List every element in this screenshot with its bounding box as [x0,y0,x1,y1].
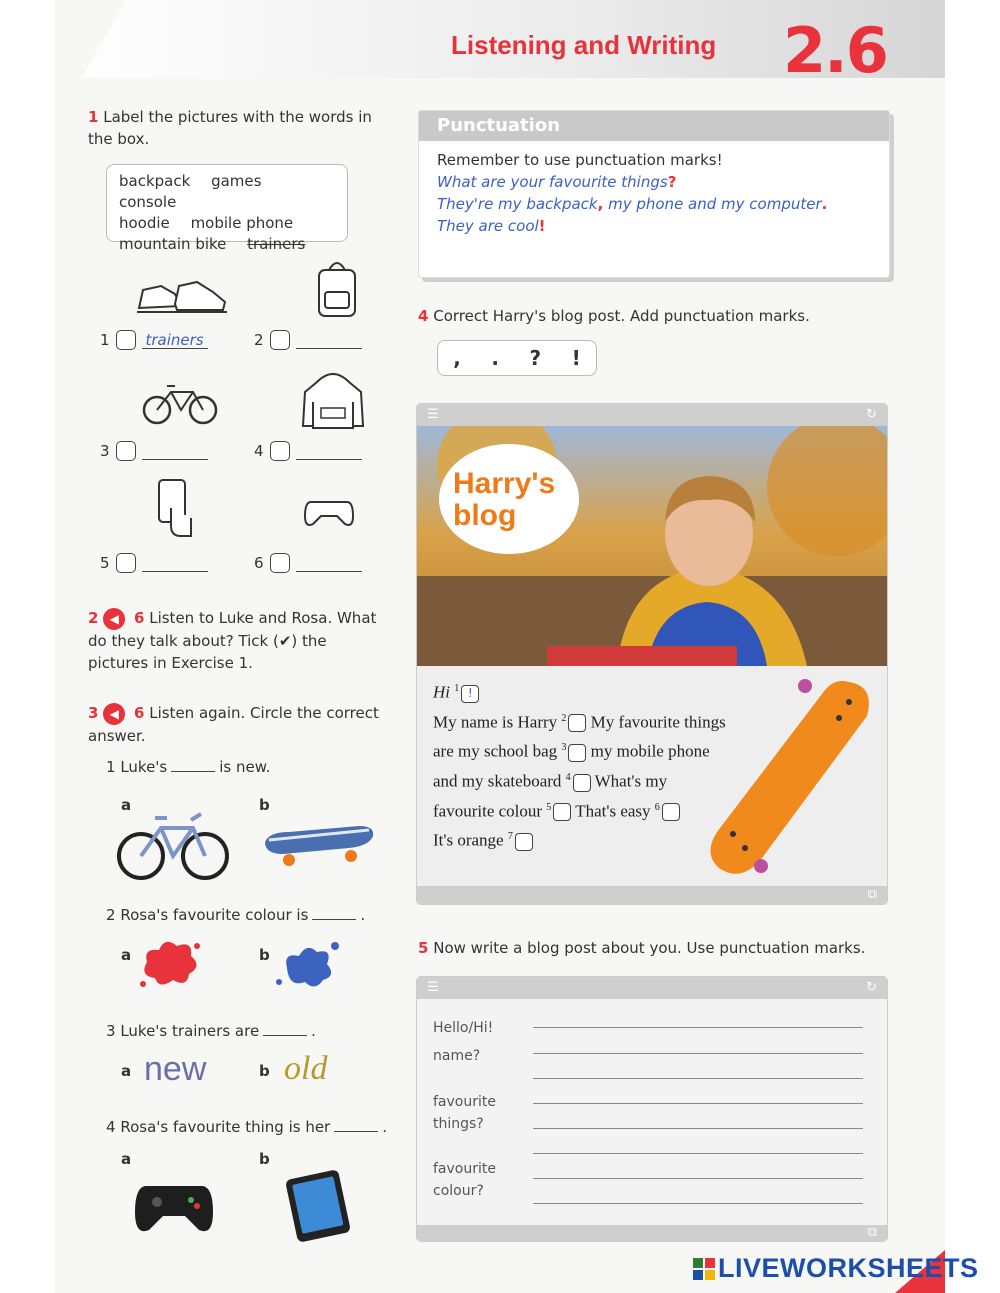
word-new: new [144,1050,207,1088]
tick-box[interactable] [116,330,136,350]
bike-picture [141,378,219,426]
option-b[interactable]: b [259,946,270,964]
writing-line[interactable] [533,1178,863,1179]
option-b[interactable]: b [259,796,270,814]
punctuation-body [419,141,889,245]
writing-line[interactable] [533,1128,863,1129]
games-console-picture [303,496,355,530]
prompt-hello: Hello/Hi! [433,1020,494,1036]
item-number: 4 [254,442,264,460]
blog-text: My name is Harry [433,712,558,732]
orange-skateboard-picture [699,672,887,882]
liveworksheets-logo-icon [693,1258,715,1280]
q-after: . [360,906,366,924]
comma-mark: , [597,195,604,213]
blog-text: are my school bag [433,741,558,761]
example-text: my phone and my computer [603,195,822,213]
gap-box-2[interactable] [568,714,586,732]
boy-photo [417,426,887,666]
punctuation-example-2 [437,193,871,215]
backpack-picture [315,256,359,320]
blog-post-text [433,676,726,854]
unit-number: 2.6 [783,14,887,87]
blog-greeting: Hi [433,682,450,702]
ex5-number: 5 [418,939,429,957]
ex3-question-1 [106,758,270,776]
panel-toolbar [417,404,887,426]
ex3-question-2 [106,906,365,924]
trainers-picture [135,270,231,318]
writing-line[interactable] [533,1103,863,1104]
gap-box-5[interactable] [553,803,571,821]
answer-line[interactable] [296,554,362,572]
ex1-number: 1 [88,108,99,126]
ex2-instruction [88,607,388,674]
blank[interactable] [312,919,356,920]
q-before: Rosa's favourite colour is [120,906,309,924]
mark-full-stop: . [491,346,499,370]
question-mark: ? [667,173,677,191]
blank[interactable] [263,1035,307,1036]
blog-text: What's my [594,771,668,791]
gap-box-6[interactable] [662,803,680,821]
q-number: 2 [106,906,116,924]
item-number: 1 [100,331,110,349]
punctuation-example-1 [437,171,871,193]
q-before: Luke's [120,758,168,776]
answer-line[interactable] [296,442,362,460]
panel-footer [417,886,887,904]
q-number: 4 [106,1118,116,1136]
ex2-number: 2 [88,609,99,627]
panel-toolbar [417,977,887,999]
blog-title-line-1: Harry's [453,467,556,500]
punctuation-marks-box [437,340,597,376]
q-after: . [382,1118,387,1136]
example-text: What are your favourite things [437,173,668,191]
word-box [106,164,348,253]
prompt-favourite-colour: favourite colour? [433,1161,496,1199]
tick-box[interactable] [116,441,136,461]
item-number: 3 [100,442,110,460]
refresh-icon[interactable]: ↻ [866,407,877,422]
answer-line[interactable] [142,554,208,572]
blog-line-4: and my skateboard $^4$ What's my [433,771,668,791]
writing-line[interactable] [533,1053,863,1054]
writing-line[interactable] [533,1078,863,1079]
item-number: 6 [254,554,264,572]
option-a[interactable]: a [121,796,132,814]
blog-line-6: It's orange $^7$ [433,824,726,854]
blog-text: and my skateboard [433,771,562,791]
ex4-instruction [418,305,898,327]
q-before: Rosa's favourite thing is her [120,1118,331,1136]
full-stop-mark: . [821,195,828,213]
ex3-text: Listen again. Circle the correct answer. [88,704,379,745]
blank[interactable] [171,771,215,772]
blog-line-3: are my school bag $^3$ my mobile phone [433,741,710,761]
blog-text: favourite colour [433,801,543,821]
ex5-instruction [418,937,898,959]
mark-comma: , [453,346,461,370]
hoodie-picture [299,368,367,430]
phone-picture [155,478,197,540]
menu-icon[interactable]: ☰ [427,407,439,422]
q-before: Luke's trainers are [120,1022,260,1040]
exclamation-mark: ! [538,217,546,235]
example-text: They're my backpack [437,195,598,213]
blog-text: My favourite things [590,712,726,732]
option-a[interactable]: a [121,1062,132,1080]
punctuation-example-3 [437,215,871,237]
ex2-text: Listen to Luke and Rosa. What do they talk about? Tick (✔) the pictures in Exercise 1. [88,609,377,672]
blog-text: That's easy [575,801,651,821]
item-number: 5 [100,554,110,572]
blog-text: my mobile phone [590,741,710,761]
option-b[interactable]: b [259,1062,270,1080]
q-number: 3 [106,1022,116,1040]
gap-box-7[interactable] [515,833,533,851]
writing-line[interactable] [533,1027,863,1028]
prompt-name: name? [433,1048,481,1064]
blog-title [453,468,555,532]
word-old: old [284,1050,328,1087]
answer-line[interactable] [142,442,208,460]
word-games-console: games console [119,172,262,211]
ex4-number: 4 [418,307,429,325]
ex1-item-2 [254,330,362,350]
ex1-item-3 [100,441,208,461]
controller-picture [133,1178,215,1240]
answer-line[interactable]: trainers [142,331,208,349]
ex1-item-1 [100,330,208,350]
word-mountain-bike: mountain bike [119,235,227,253]
ex3-number: 3 [88,704,99,722]
blue-splash-picture [275,938,341,992]
mark-question: ? [529,346,542,370]
word-mobile-phone: mobile phone [190,214,294,232]
tick-box[interactable] [270,330,290,350]
ex1-text: Label the pictures with the words in the box. [88,108,372,148]
tick-box[interactable] [116,553,136,573]
ex1-item-5 [100,553,208,573]
ex3-track: 6 [134,704,145,722]
mark-exclamation: ! [571,346,581,370]
option-a[interactable]: a [121,946,132,964]
blog-panel [417,404,887,904]
ex1-item-6 [254,553,362,573]
punctuation-heading: Punctuation [419,111,889,141]
mountain-bike-picture [115,806,231,882]
worksheet-page [55,0,945,1293]
option-a[interactable]: a [121,1150,132,1168]
expand-icon[interactable]: ⧉ [867,1225,877,1240]
example-text: They are cool [437,217,539,235]
ex3-question-3 [106,1022,316,1040]
writing-line[interactable] [533,1153,863,1154]
punctuation-box [418,110,890,278]
item-number: 2 [254,331,264,349]
gap-box-3[interactable] [568,744,586,762]
blog-title-line-2: blog [453,499,517,532]
liveworksheets-watermark: LIVEWORKSHEETS [718,1253,979,1283]
skateboard-picture [259,818,379,870]
ex4-text: Correct Harry's blog post. Add punctuation marks. [433,307,810,325]
gap-box-4[interactable] [573,774,591,792]
answer-line[interactable] [296,331,362,349]
ex5-text: Now write a blog post about you. Use punctuation marks. [433,939,866,957]
ex3-instruction [88,702,398,747]
audio-icon[interactable]: ◀ [103,608,125,630]
writing-line[interactable] [533,1203,863,1204]
red-splash-picture [137,934,203,990]
option-b[interactable]: b [259,1150,270,1168]
word-hoodie: hoodie [119,214,170,232]
gap-box-1[interactable]: ! [461,685,479,703]
q-after: . [311,1022,316,1040]
ex3-question-4 [106,1118,387,1136]
prompt-favourite-things: favourite things? [433,1094,496,1132]
blog-line-2: My name is Harry $^2$ My favourite things [433,712,726,732]
menu-icon[interactable]: ☰ [427,980,439,995]
word-trainers: trainers [247,235,306,253]
blog-line-5: favourite colour $^5$ That's easy $^6$ [433,795,726,825]
ex1-item-4 [254,441,362,461]
ex2-track: 6 [134,609,145,627]
refresh-icon[interactable]: ↻ [866,980,877,995]
blank[interactable] [334,1131,378,1132]
punctuation-intro: Remember to use punctuation marks! [437,151,723,169]
ex1-instruction [88,106,378,150]
q-after: is new. [219,758,271,776]
section-title: Listening and Writing [451,30,717,60]
writing-panel [417,977,887,1241]
q-number: 1 [106,758,116,776]
tick-box[interactable] [270,553,290,573]
panel-footer [417,1225,887,1241]
smartphone-picture [285,1170,351,1242]
expand-icon[interactable]: ⧉ [867,887,877,902]
blog-line-1: Hi $^1$ ! [433,676,726,706]
word-backpack: backpack [119,172,191,190]
blog-text: It's orange [433,830,504,850]
tick-box[interactable] [270,441,290,461]
audio-icon[interactable]: ◀ [103,703,125,725]
